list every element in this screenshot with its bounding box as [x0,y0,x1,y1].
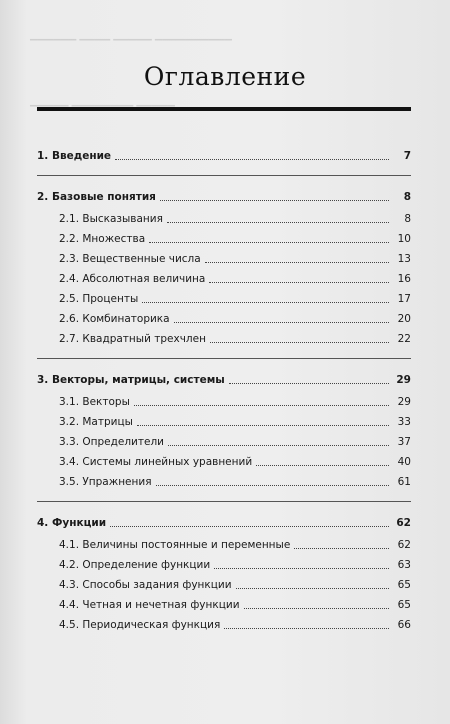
chapter-entry [37,187,411,207]
entry-title: 4.2. Определение функции [59,559,211,571]
page-title: Оглавление [143,62,307,91]
chapter-divider [37,358,411,359]
dot-leader [224,628,389,629]
table-of-contents [37,146,411,635]
entry-title: 3.3. Определители [59,436,164,448]
dot-leader [229,383,389,384]
entry-title: 4. Функции [37,517,107,529]
dot-leader [174,322,389,323]
dot-leader [149,242,389,243]
entry-title: 3.4. Системы линейных уравнений [59,456,253,468]
dot-leader [110,526,389,527]
entry-title: 2. Базовые понятия [37,191,156,203]
entry-title: 2.7. Квадратный трехчлен [59,333,206,345]
page-number: 61 [397,476,411,488]
section-entry [37,575,411,595]
section-entry [37,329,411,349]
page-number: 22 [397,333,411,345]
page-number: 8 [404,213,411,225]
section-entry [37,249,411,269]
entry-title: 2.2. Множества [59,233,146,245]
page-number: 29 [396,374,411,386]
entry-title: 4.3. Способы задания функции [59,579,232,591]
chapter-entry [37,146,411,166]
entry-title: 3.1. Векторы [59,396,130,408]
section-entry [37,555,411,575]
section-entry [37,309,411,329]
dot-leader [205,262,389,263]
entry-title: 3. Векторы, матрицы, системы [37,374,225,386]
page-number: 16 [397,273,411,285]
section-entry [37,392,411,412]
entry-title: 2.6. Комбинаторика [59,313,170,325]
dot-leader [244,608,389,609]
section-entry [37,615,411,635]
dot-leader [210,342,389,343]
chapter-entry [37,370,411,390]
page-number: 10 [397,233,411,245]
entry-title: 3.5. Упражнения [59,476,152,488]
chapter-divider [37,175,411,176]
page-number: 66 [397,619,411,631]
dot-leader [115,159,389,160]
entry-title: 1. Введение [37,150,112,162]
bleed-through-text: ▁▁▁▁▁▁ ▁▁▁▁ ▁▁▁▁▁ ▁▁▁▁▁▁▁▁▁▁ [30,30,232,41]
page-number: 13 [397,253,411,265]
dot-leader [137,425,389,426]
dot-leader [209,282,389,283]
dot-leader [168,445,389,446]
entry-title: 2.3. Вещественные числа [59,253,201,265]
dot-leader [160,200,389,201]
section-entry [37,472,411,492]
section-entry [37,412,411,432]
chapter-entry [37,513,411,533]
entry-title: 2.4. Абсолютная величина [59,273,206,285]
dot-leader [167,222,389,223]
chapter-divider [37,501,411,502]
dot-leader [236,588,389,589]
page-number: 62 [397,539,411,551]
entry-title: 4.5. Периодическая функция [59,619,221,631]
section-entry [37,209,411,229]
page-number: 40 [397,456,411,468]
title-rule [37,107,411,111]
page-number: 33 [397,416,411,428]
section-entry [37,535,411,555]
entry-title: 4.4. Четная и нечетная функции [59,599,240,611]
entry-title: 3.2. Матрицы [59,416,133,428]
dot-leader [134,405,389,406]
page-number: 62 [396,517,411,529]
page-number: 20 [397,313,411,325]
dot-leader [156,485,389,486]
section-entry [37,269,411,289]
page-number: 37 [397,436,411,448]
entry-title: 2.1. Высказывания [59,213,163,225]
page-number: 7 [403,150,411,162]
section-entry [37,432,411,452]
bleed-through-text: ▁▁▁▁▁ ▁▁▁▁▁▁▁▁ ▁▁▁▁▁ [30,96,175,107]
page-number: 8 [403,191,411,203]
section-entry [37,452,411,472]
dot-leader [214,568,389,569]
page-number: 17 [397,293,411,305]
dot-leader [256,465,389,466]
section-entry [37,595,411,615]
entry-title: 4.1. Величины постоянные и переменные [59,539,291,551]
page-number: 63 [397,559,411,571]
section-entry [37,289,411,309]
entry-title: 2.5. Проценты [59,293,139,305]
page-number: 29 [397,396,411,408]
page-number: 65 [397,579,411,591]
dot-leader [142,302,389,303]
dot-leader [294,548,389,549]
section-entry [37,229,411,249]
page-number: 65 [397,599,411,611]
